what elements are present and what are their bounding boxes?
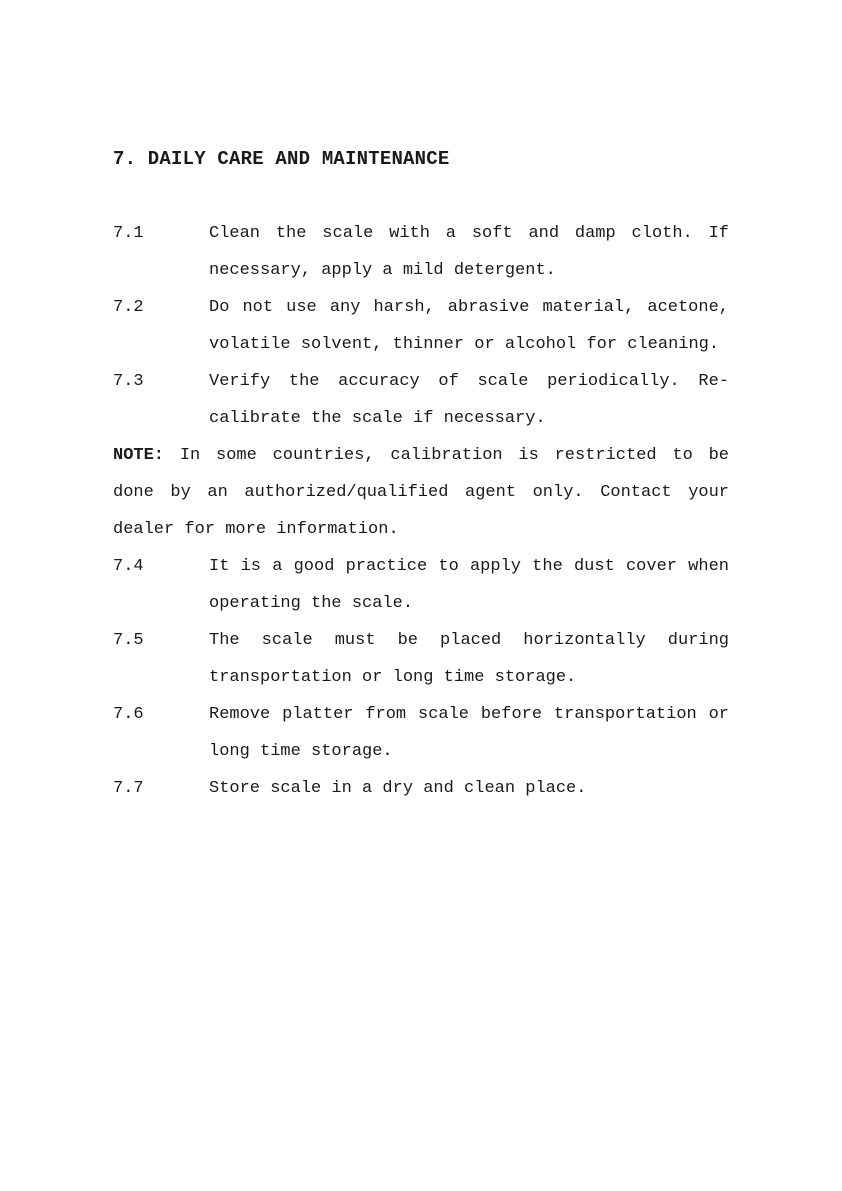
list-item [113,363,729,437]
item-number: 7.4 [113,557,144,576]
section-title: 7. DAILY CARE AND MAINTENANCE [113,148,450,170]
item-text: It is a good practice to apply the dust cover when operating the scale. [209,557,729,613]
item-number: 7.7 [113,779,144,798]
list-item [113,548,729,622]
maintenance-list [113,215,729,807]
item-text: The scale must be placed horizontally during transportation or long time storage. [209,631,729,687]
list-item [113,622,729,696]
item-number: 7.3 [113,372,144,391]
item-number: 7.2 [113,298,144,317]
item-number: 7.6 [113,705,144,724]
note-text: In some countries, calibration is restricted to be done by an authorized/qualified agent only. Contact your dealer for more information. [113,446,729,539]
item-text: Do not use any harsh, abrasive material, acetone, volatile solvent, thinner or alcohol for cleaning. [209,298,729,354]
list-item [113,770,729,807]
item-number: 7.1 [113,224,144,243]
list-item [113,289,729,363]
note-paragraph [113,437,729,548]
list-item [113,696,729,770]
note-label: NOTE: [113,446,165,465]
item-number: 7.5 [113,631,144,650]
item-text: Verify the accuracy of scale periodically. Re-calibrate the scale if necessary. [209,372,729,428]
item-text: Clean the scale with a soft and damp cloth. If necessary, apply a mild detergent. [209,224,729,280]
item-text: Store scale in a dry and clean place. [209,779,587,798]
list-item [113,215,729,289]
item-text: Remove platter from scale before transportation or long time storage. [209,705,729,761]
